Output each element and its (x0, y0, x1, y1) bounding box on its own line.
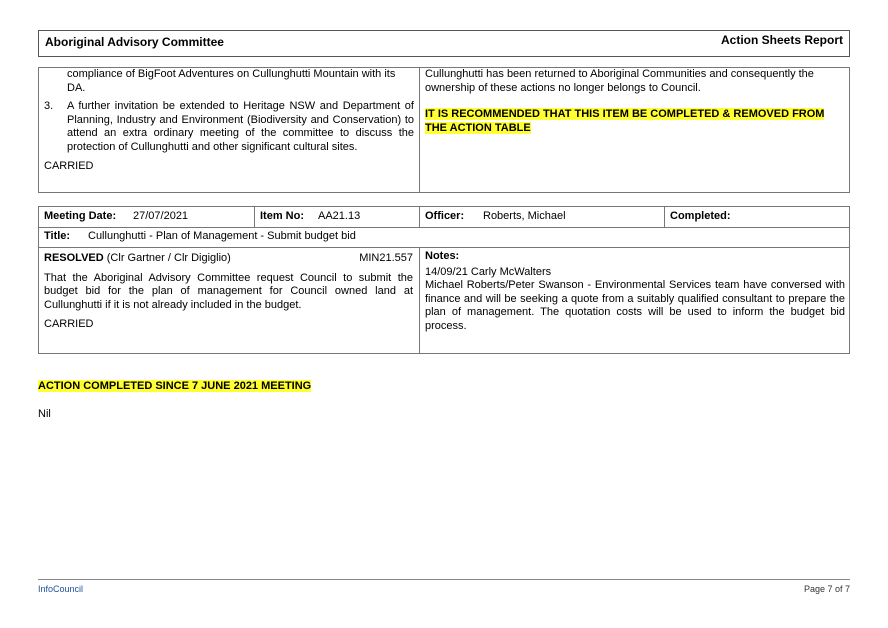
resolution-text: That the Aboriginal Advisory Committee request Council to submit the budget bid for the plan of management for Council owned land at Cullunghutti if it is not already included in the budget. (44, 271, 413, 311)
meeting-date: 27/07/2021 (133, 210, 189, 222)
item-no: AA21.13 (318, 210, 361, 222)
completed-label: Completed: (670, 210, 731, 222)
carried-label: CARRIED (44, 318, 94, 330)
committee-name: Aboriginal Advisory Committee (45, 35, 224, 49)
report-header (38, 30, 850, 57)
notes-cell (425, 250, 845, 333)
meeting-date-label: Meeting Date: (44, 210, 117, 222)
notes-cell (425, 68, 845, 135)
officer-label: Officer: (425, 210, 465, 222)
notes-label: Notes: (425, 250, 460, 262)
item-text: A further invitation be extended to Heritage NSW and Department of Planning, Industry and Environment (Biodiversity and Conservation) to attend an extra ordinary meeting of the committee to discuss the protection of Cullunghutti and other significant cultural sites. (67, 100, 414, 153)
carried-label: CARRIED (44, 160, 94, 172)
item-title: Cullunghutti - Plan of Management - Submit budget bid (88, 230, 356, 242)
officer-name: Roberts, Michael (483, 210, 566, 222)
resolution-item-3 (44, 100, 414, 154)
title-row (39, 227, 849, 248)
resolution-cell (44, 252, 413, 332)
report-name: Action Sheets Report (720, 33, 843, 47)
resolution-item-continued: compliance of BigFoot Adventures on Cullunghutti Mountain with its DA. (67, 68, 396, 94)
item-number: 3. (44, 100, 54, 112)
completed-section-text: Nil (38, 408, 51, 420)
footer-brand: InfoCouncil (38, 584, 84, 594)
notes-text: Michael Roberts/Peter Swanson - Environmental Services team have conversed with finance and will be seeking a quote from a suitably qualified consultant to prepare the plan of management. The quotation costs will be used to inform the budget bid process. (425, 279, 845, 332)
resolution-cell (44, 68, 414, 174)
resolved-label: RESOLVED (44, 252, 104, 264)
action-item-table (38, 206, 850, 354)
previous-action-table (38, 67, 850, 193)
notes-text: Cullunghutti has been returned to Aboriginal Communities and consequently the ownership of these actions no longer belongs to Council. (425, 68, 814, 94)
item-no-label: Item No: (260, 210, 304, 222)
recommendation-text: IT IS RECOMMENDED THAT THIS ITEM BE COMPLETED & REMOVED FROM THE ACTION TABLE (425, 108, 825, 134)
column-divider (419, 68, 420, 192)
page-number: Page 7 of 7 (803, 584, 850, 594)
column-divider (419, 247, 420, 353)
movers: (Clr Gartner / Clr Digiglio) (106, 252, 231, 264)
title-label: Title: (44, 230, 71, 242)
completed-section-heading: ACTION COMPLETED SINCE 7 JUNE 2021 MEETING (38, 380, 312, 392)
notes-date: 14/09/21 Carly McWalters (425, 265, 552, 278)
minute-number: MIN21.557 (359, 252, 413, 264)
footer-divider (38, 579, 850, 580)
meta-row (39, 207, 849, 228)
